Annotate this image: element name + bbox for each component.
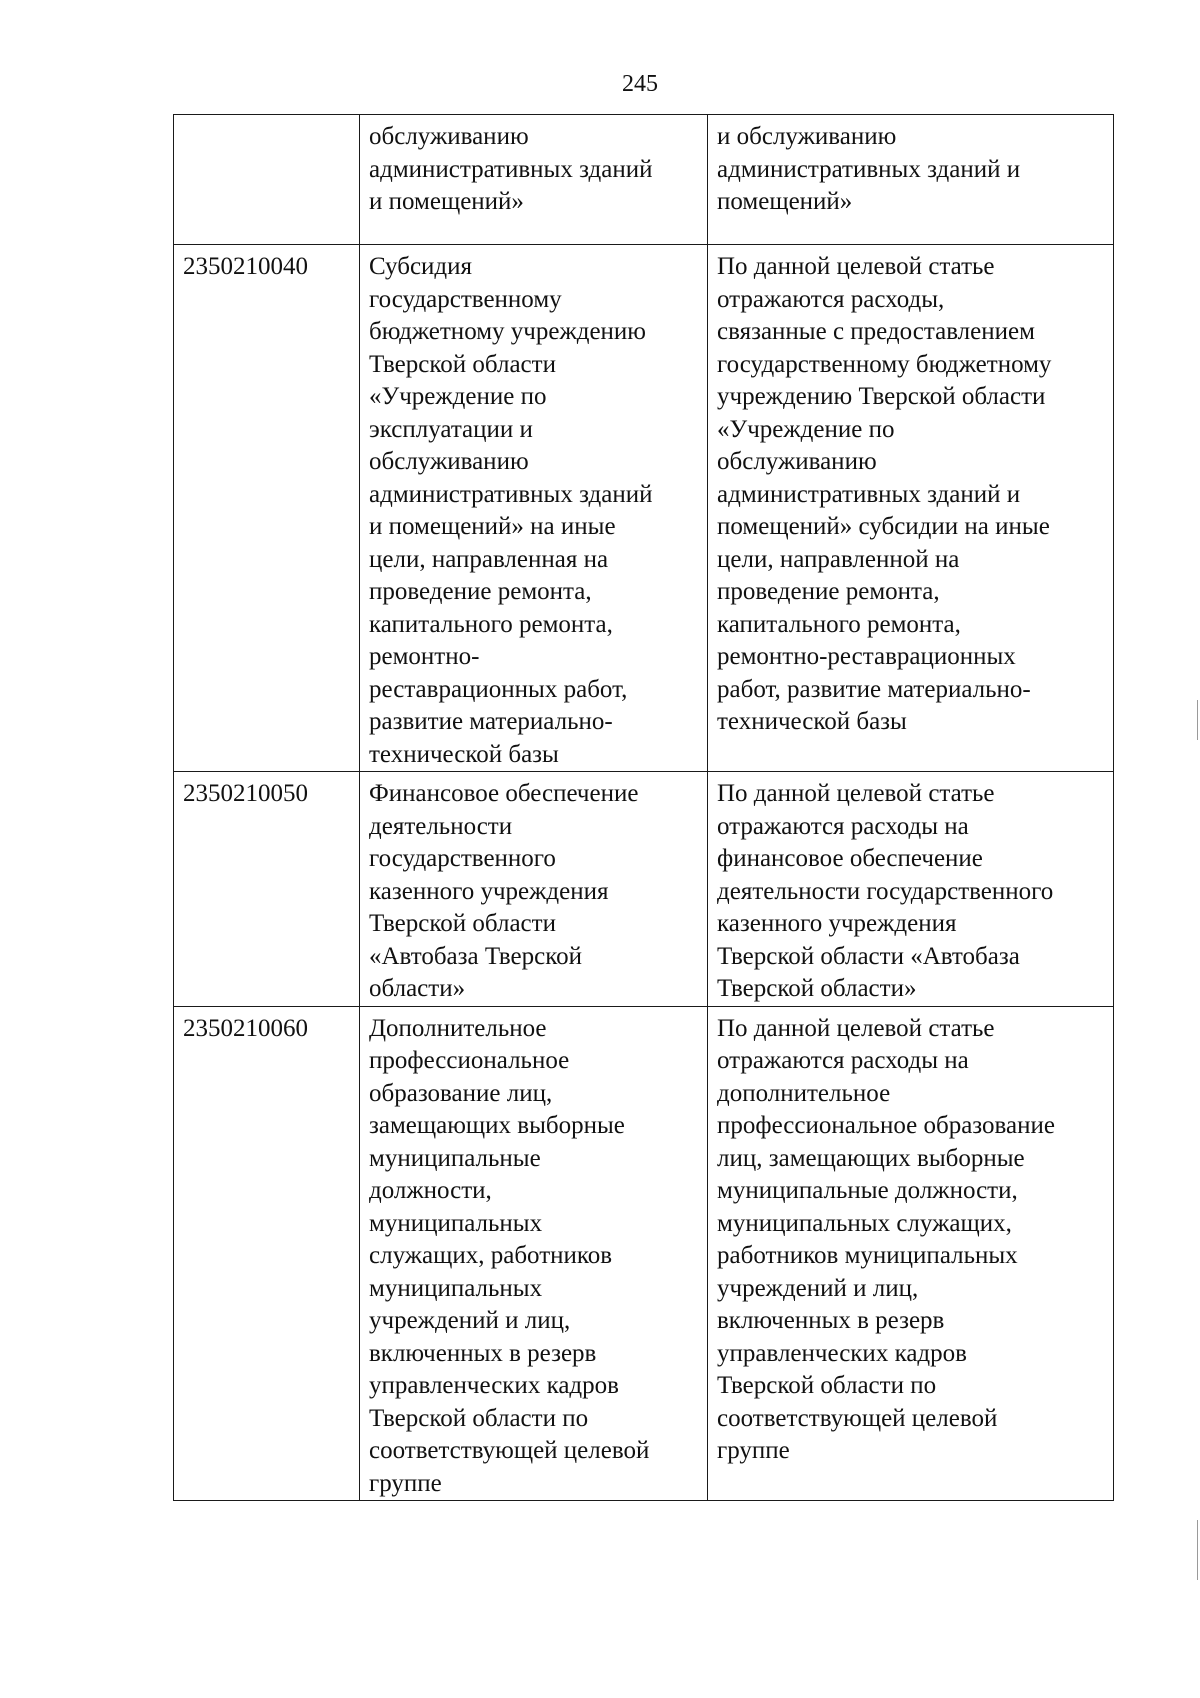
scan-edge-mark <box>1197 700 1198 740</box>
description-text: По данной целевой статье отражаются расходы на дополнительное профессиональное образование лиц, замещающих выборные муниципальные должности, муниципальных служащих, работников муниципальных учреждений и лиц, включенных в резерв управленческих кадров Тверской области по соответствующей целевой группе <box>717 1014 1055 1464</box>
name-cell <box>360 245 708 772</box>
code-cell <box>174 245 360 772</box>
description-cell <box>708 115 1114 245</box>
description-text: и обслуживанию административных зданий и помещений» <box>717 123 1021 215</box>
code-text: 2350210060 <box>183 1014 308 1042</box>
name-cell <box>360 1006 708 1501</box>
name-text: Финансовое обеспечение деятельности государственного казенного учреждения Тверской области «Автобаза Тверской области» <box>369 780 639 1002</box>
budget-code-table <box>173 114 1114 1501</box>
name-text: обслуживанию административных зданий и помещений» <box>369 123 653 215</box>
name-text: Дополнительное профессиональное образование лиц, замещающих выборные муниципальные должности, муниципальных служащих, работников муниципальных учреждений и лиц, включенных в резерв управленческих кадров Тверской области по соответствующей целевой группе <box>369 1014 650 1497</box>
name-cell <box>360 115 708 245</box>
description-cell <box>708 1006 1114 1501</box>
code-text: 2350210050 <box>183 780 308 807</box>
page-number: 245 <box>622 71 658 97</box>
code-cell <box>174 115 360 245</box>
description-cell <box>708 772 1114 1007</box>
code-cell <box>174 1006 360 1501</box>
code-text: 2350210040 <box>183 253 308 280</box>
table-row <box>174 115 1114 245</box>
name-cell <box>360 772 708 1007</box>
description-text: По данной целевой статье отражаются расходы, связанные с предоставлением государственному бюджетному учреждению Тверской области «Учреждение по обслуживанию административных зданий и помещений» субсидии на иные цели, направленной на проведение ремонта, капитального ремонта, ремонтно-реставрационных работ, развитие материально- технической базы <box>717 253 1052 735</box>
table-row <box>174 245 1114 772</box>
scan-edge-mark <box>1197 1520 1198 1580</box>
table-row <box>174 1006 1114 1501</box>
code-cell <box>174 772 360 1007</box>
name-text: Субсидия государственному бюджетному учреждению Тверской области «Учреждение по эксплуатации и обслуживанию административных зданий и помещений» на иные цели, направленная на проведение ремонта, капитального ремонта, ремонтно- реставрационных работ, развитие материально- технической базы <box>369 253 653 768</box>
table-row <box>174 772 1114 1007</box>
description-cell <box>708 245 1114 772</box>
description-text: По данной целевой статье отражаются расходы на финансовое обеспечение деятельности государственного казенного учреждения Тверской области «Автобаза Тверской области» <box>717 780 1054 1002</box>
